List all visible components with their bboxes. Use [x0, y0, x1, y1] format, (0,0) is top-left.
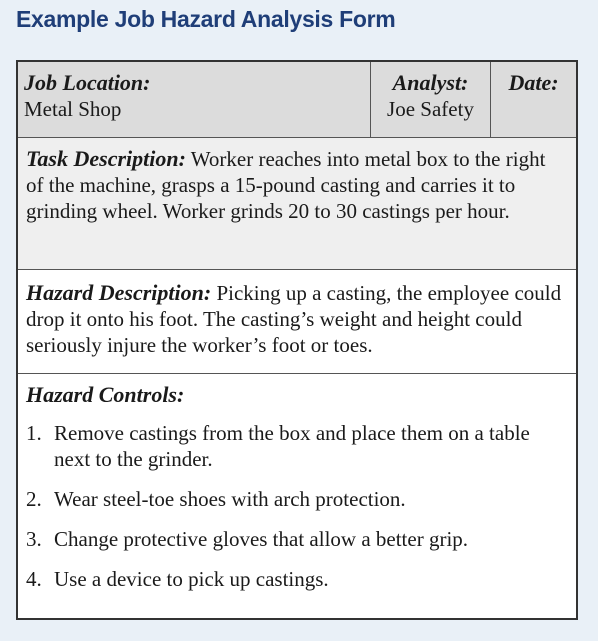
job-location-value: Metal Shop — [24, 97, 122, 121]
analyst-value: Joe Safety — [387, 97, 474, 121]
analyst-cell — [370, 62, 490, 137]
jha-form — [16, 60, 578, 620]
job-location-label: Job Location: — [24, 70, 151, 95]
list-item — [26, 566, 568, 592]
list-item-text: Remove castings from the box and place them on a table next to the grinder. — [54, 421, 530, 471]
page-title: Example Job Hazard Analysis Form — [16, 6, 396, 32]
list-item-text: Use a device to pick up castings. — [54, 567, 329, 591]
list-item-text: Wear steel-toe shoes with arch protection. — [54, 487, 406, 511]
list-item-number: 1. — [26, 421, 42, 445]
list-item-text: Change protective gloves that allow a better grip. — [54, 527, 469, 551]
list-item — [26, 486, 568, 512]
list-item-number: 2. — [26, 487, 42, 511]
list-item — [26, 526, 568, 552]
hazard-description-text: Picking up a casting, the employee could drop it onto his foot. The casting’s weight and height could seriously injure the worker’s foot or toes. — [26, 281, 562, 357]
list-item-number: 4. — [26, 567, 42, 591]
hazard-controls-list — [26, 420, 568, 592]
date-cell — [490, 62, 576, 137]
task-description-text: Worker reaches into metal box to the right of the machine, grasps a 15-pound casting and carries it to grinding wheel. Worker grinds 20 to 30 castings per hour. — [26, 147, 546, 223]
hazard-controls-label: Hazard Controls: — [26, 382, 185, 407]
header-row — [18, 62, 576, 138]
date-label: Date: — [508, 70, 559, 95]
task-description-section — [18, 138, 576, 270]
task-description-label: Task Description: — [26, 146, 186, 171]
hazard-controls-section — [18, 374, 576, 618]
list-item — [26, 420, 568, 472]
list-item-number: 3. — [26, 527, 42, 551]
job-location-cell — [18, 62, 370, 137]
hazard-description-section — [18, 270, 576, 374]
analyst-label: Analyst: — [392, 70, 469, 95]
hazard-description-label: Hazard Description: — [26, 280, 212, 305]
